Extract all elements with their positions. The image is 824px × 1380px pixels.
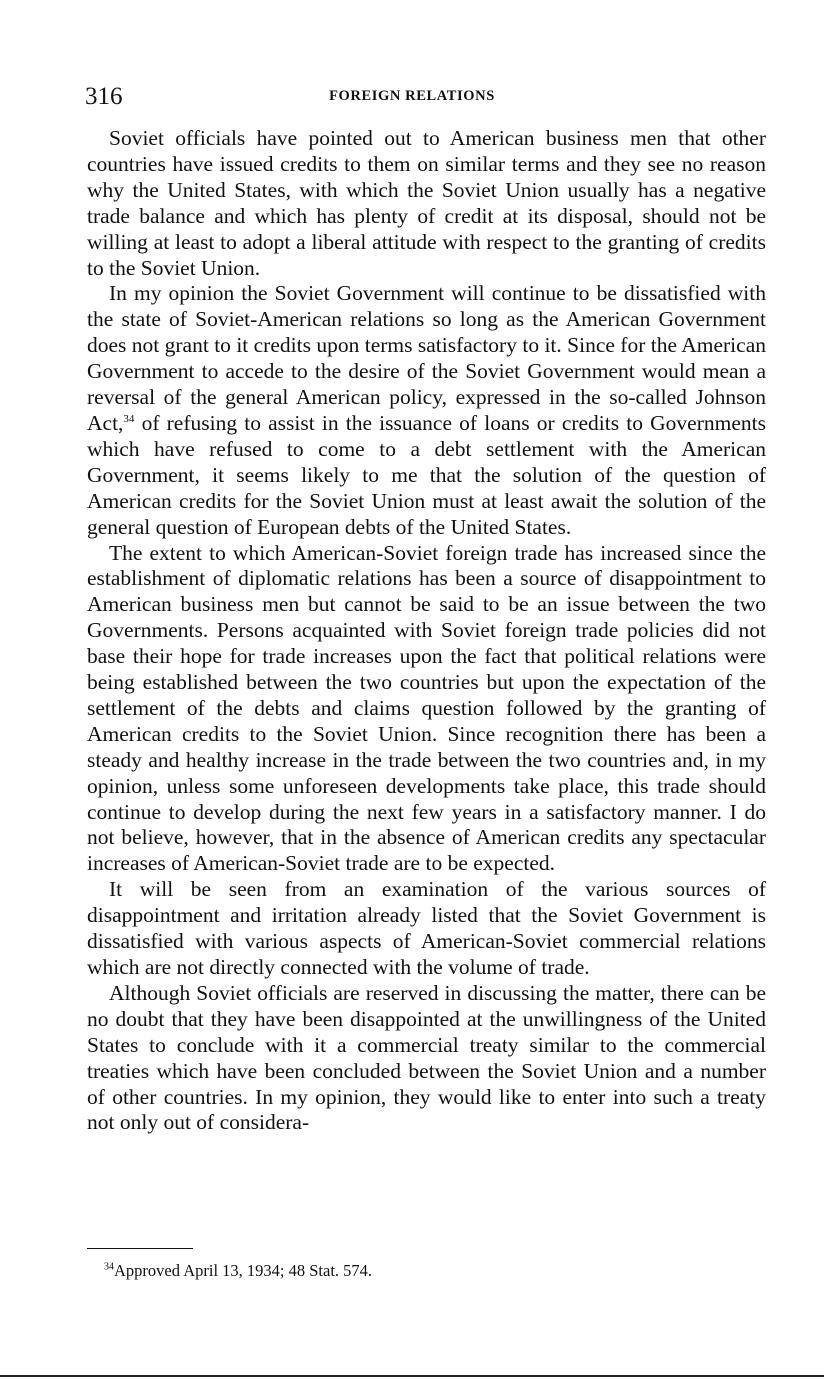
footnote xyxy=(104,1261,372,1281)
page-number: 316 xyxy=(85,83,123,110)
footnote-divider xyxy=(87,1248,193,1249)
paragraph-text-before-note: In my opinion the Soviet Government will continue to be dissatisfied with the state of Soviet-American relations so long as the American Government does not grant to it credits upon terms satisfactory to it. Since for the American Government to accede to the desire of the Soviet Government would mean a reversal of the general American policy, expressed in the so-called Johnson Act, xyxy=(87,281,766,435)
paragraph-credits-terms: Soviet officials have pointed out to American business men that other countries have issued credits to them on similar terms and they see no reason why the United States, with which the Soviet Union usually has a negative trade balance and which has plenty of credit at its disposal, should not be willing at least to adopt a liberal attitude with respect to the granting of credits to the Soviet Union. xyxy=(87,126,766,280)
footnote-reference[interactable]: 34 xyxy=(123,412,135,425)
paragraph-foreign-trade: The extent to which American-Soviet foreign trade has increased since the establishment of diplomatic relations has been a source of disappointment to American business men but cannot be said to be an issue between the two Governments. Persons acquainted with Soviet foreign trade policies did not base their hope for trade increases upon the fact that political relations were being established between the two countries but upon the expectation of the settlement of the debts and claims question followed by the granting of American credits to the Soviet Union. Since recognition there has been a steady and healthy increase in the trade between the two countries and, in my opinion, unless some unforeseen developments take place, this trade should continue to develop during the next few years in a satisfactory manner. I do not believe, however, that in the absence of American credits any spectacular increases of American-Soviet trade are to be expected. xyxy=(87,540,766,876)
paragraph-johnson-act xyxy=(87,281,766,540)
footnote-text: Approved April 13, 1934; 48 Stat. 574. xyxy=(114,1261,373,1280)
footnote-marker: 34 xyxy=(104,1261,114,1273)
running-head: FOREIGN RELATIONS xyxy=(329,88,495,104)
paragraph-disappointment: It will be seen from an examination of the various sources of disappointment and irritation already listed that the Soviet Government is dissatisfied with various aspects of American-Soviet commercial relations which are not directly connected with the volume of trade. xyxy=(87,877,766,979)
page-bottom-border xyxy=(0,1375,824,1377)
paragraph-text-after-note: of refusing to assist in the issuance of loans or credits to Governments which have refused to come to a debt settlement with the American Government, it seems likely to me that the solution of the question of American credits for the Soviet Union must at least await the solution of the general question of European debts of the United States. xyxy=(87,410,766,539)
body-text xyxy=(87,126,766,1136)
paragraph-commercial-treaty: Although Soviet officials are reserved in discussing the matter, there can be no doubt that they have been disappointed at the unwillingness of the United States to conclude with it a commercial treaty similar to the commercial treaties which have been concluded between the Soviet Union and a number of other countries. In my opinion, they would like to enter into such a treaty not only out of considera- xyxy=(87,980,766,1135)
